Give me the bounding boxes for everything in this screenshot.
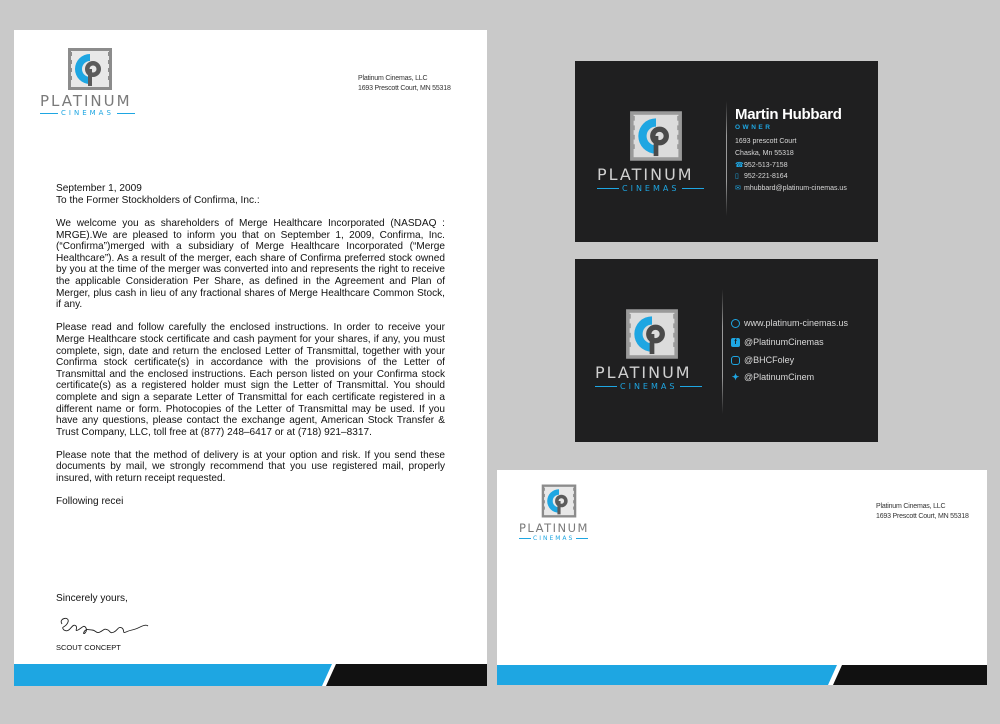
website-link[interactable]: www.platinum-cinemas.us [731,318,848,328]
envelope-logo [519,484,609,544]
film-reel-icon [62,48,118,90]
letter-body [56,218,445,519]
signature [56,612,196,636]
letter-closing: Sincerely yours, [56,593,128,604]
card-divider [722,289,723,414]
film-reel-icon [619,309,685,359]
mobile-icon: ▯ [735,173,739,181]
letter-paragraph: Please read and follow carefully the enclosed instructions. In order to receive your Merge Healthcare stock certificate and cash payment for your shares, if any, you must complete, sign, date and return the enclosed Letter of Transmittal, together with your Confirma stock certificate(s) in accordance with the provisions of the Letter of Transmittal and the enclosed instructions. Each person listed on your Confirma stock certificate(s) as a registered holder must sign the Letter of Transmittal. You should complete and sign a separate Letter of Transmittal for each certificate registered in a different name or form. Photocopies of the Letter of Transmittal may be used. If you have any questions, please contact the exchange agent, American Stock Transfer & Trust Company, LLC, toll free at (877) 248–6417 or at (718) 921–8317. [56,322,445,438]
letter-header [56,183,445,218]
card-back-logo [595,309,715,399]
card-phone: ☎952-513-7158 [735,160,847,172]
letter-paragraph: Following recei [56,496,124,508]
film-reel-icon [537,484,581,518]
company-street: 1693 Prescott Court, MN 55318 [358,85,451,92]
card-divider [726,101,727,216]
envelope-footer-band [497,665,987,685]
brand-tagline: CINEMAS [519,535,588,542]
card-mobile: ▯ 952-221-8164 [735,171,847,183]
letterhead-logo [36,48,146,120]
letter-date: September 1, 2009 [56,183,142,194]
letter-paragraph: We welcome you as shareholders of Merge Healthcare Incorporated (NASDAQ : MRGE).We are pleased to inform you that on September 1, 2009, Confirma, Inc. (“Confirma”)merged with a subsidiary of Merge Healthcare Incorporated (“Merge Healthcare”). As a result of the merger, each share of Confirma preferred stock owned by you at the time of the merger was converted into and represents the right to receive the applicable Consideration Per Share, as defined in the Agreement and Plan of Merger, plus cash in lieu of any fractional shares of Merge Healthcare Common Stock, if any. [56,218,445,311]
phone-icon: ☎ [735,161,744,169]
company-name: Platinum Cinemas, LLC [876,503,946,510]
brand-tagline: CINEMAS [597,184,704,193]
brand-wordmark: PLATINUM [595,363,692,382]
envelope-sheet [497,470,987,685]
card-front-logo [597,111,717,201]
brand-tagline: CINEMAS [40,109,135,117]
brand-wordmark: PLATINUM [40,92,132,110]
facebook-link[interactable]: f @PlatinumCinemas [731,337,824,347]
letterhead-footer-band [14,664,487,686]
business-card-front [575,61,878,242]
letter-salutation: To the Former Stockholders of Confirma, Inc.: [56,194,260,206]
globe-icon [731,319,740,328]
business-card-back [575,259,878,442]
film-reel-icon [623,111,689,161]
mail-icon: ✉ [735,185,741,193]
twitter-link[interactable]: ✦ @PlatinumCinem [731,371,815,382]
letterhead-sheet [14,30,487,686]
card-title: OWNER [735,124,773,131]
facebook-icon: f [731,338,740,347]
twitter-icon: ✦ [731,371,740,382]
signature-text [56,612,60,613]
brand-wordmark: PLATINUM [519,521,589,535]
card-name: Martin Hubbard [735,106,842,123]
letterhead-address [358,74,451,94]
card-address [735,136,847,195]
instagram-link[interactable]: @BHCFoley [731,355,794,365]
letter-paragraph: Please note that the method of delivery is at your option and risk. If you send these documents by mail, we strongly recommend that you use registered mail, properly insured, with return receipt requested. [56,449,445,485]
instagram-icon [731,356,740,365]
card-email[interactable]: ✉ mhubbard@platinum-cinemas.us [735,183,847,195]
card-address-line2: Chaska, Mn 55318 [735,149,794,157]
signature-scribble [56,612,176,634]
envelope-address [876,502,969,522]
company-name: Platinum Cinemas, LLC [358,75,428,82]
card-address-line1: 1693 prescott Court [735,138,797,145]
company-street: 1693 Prescott Court, MN 55318 [876,513,969,520]
brand-tagline: CINEMAS [595,382,702,391]
brand-wordmark: PLATINUM [597,165,694,184]
signer-name: SCOUT CONCEPT [56,643,121,652]
